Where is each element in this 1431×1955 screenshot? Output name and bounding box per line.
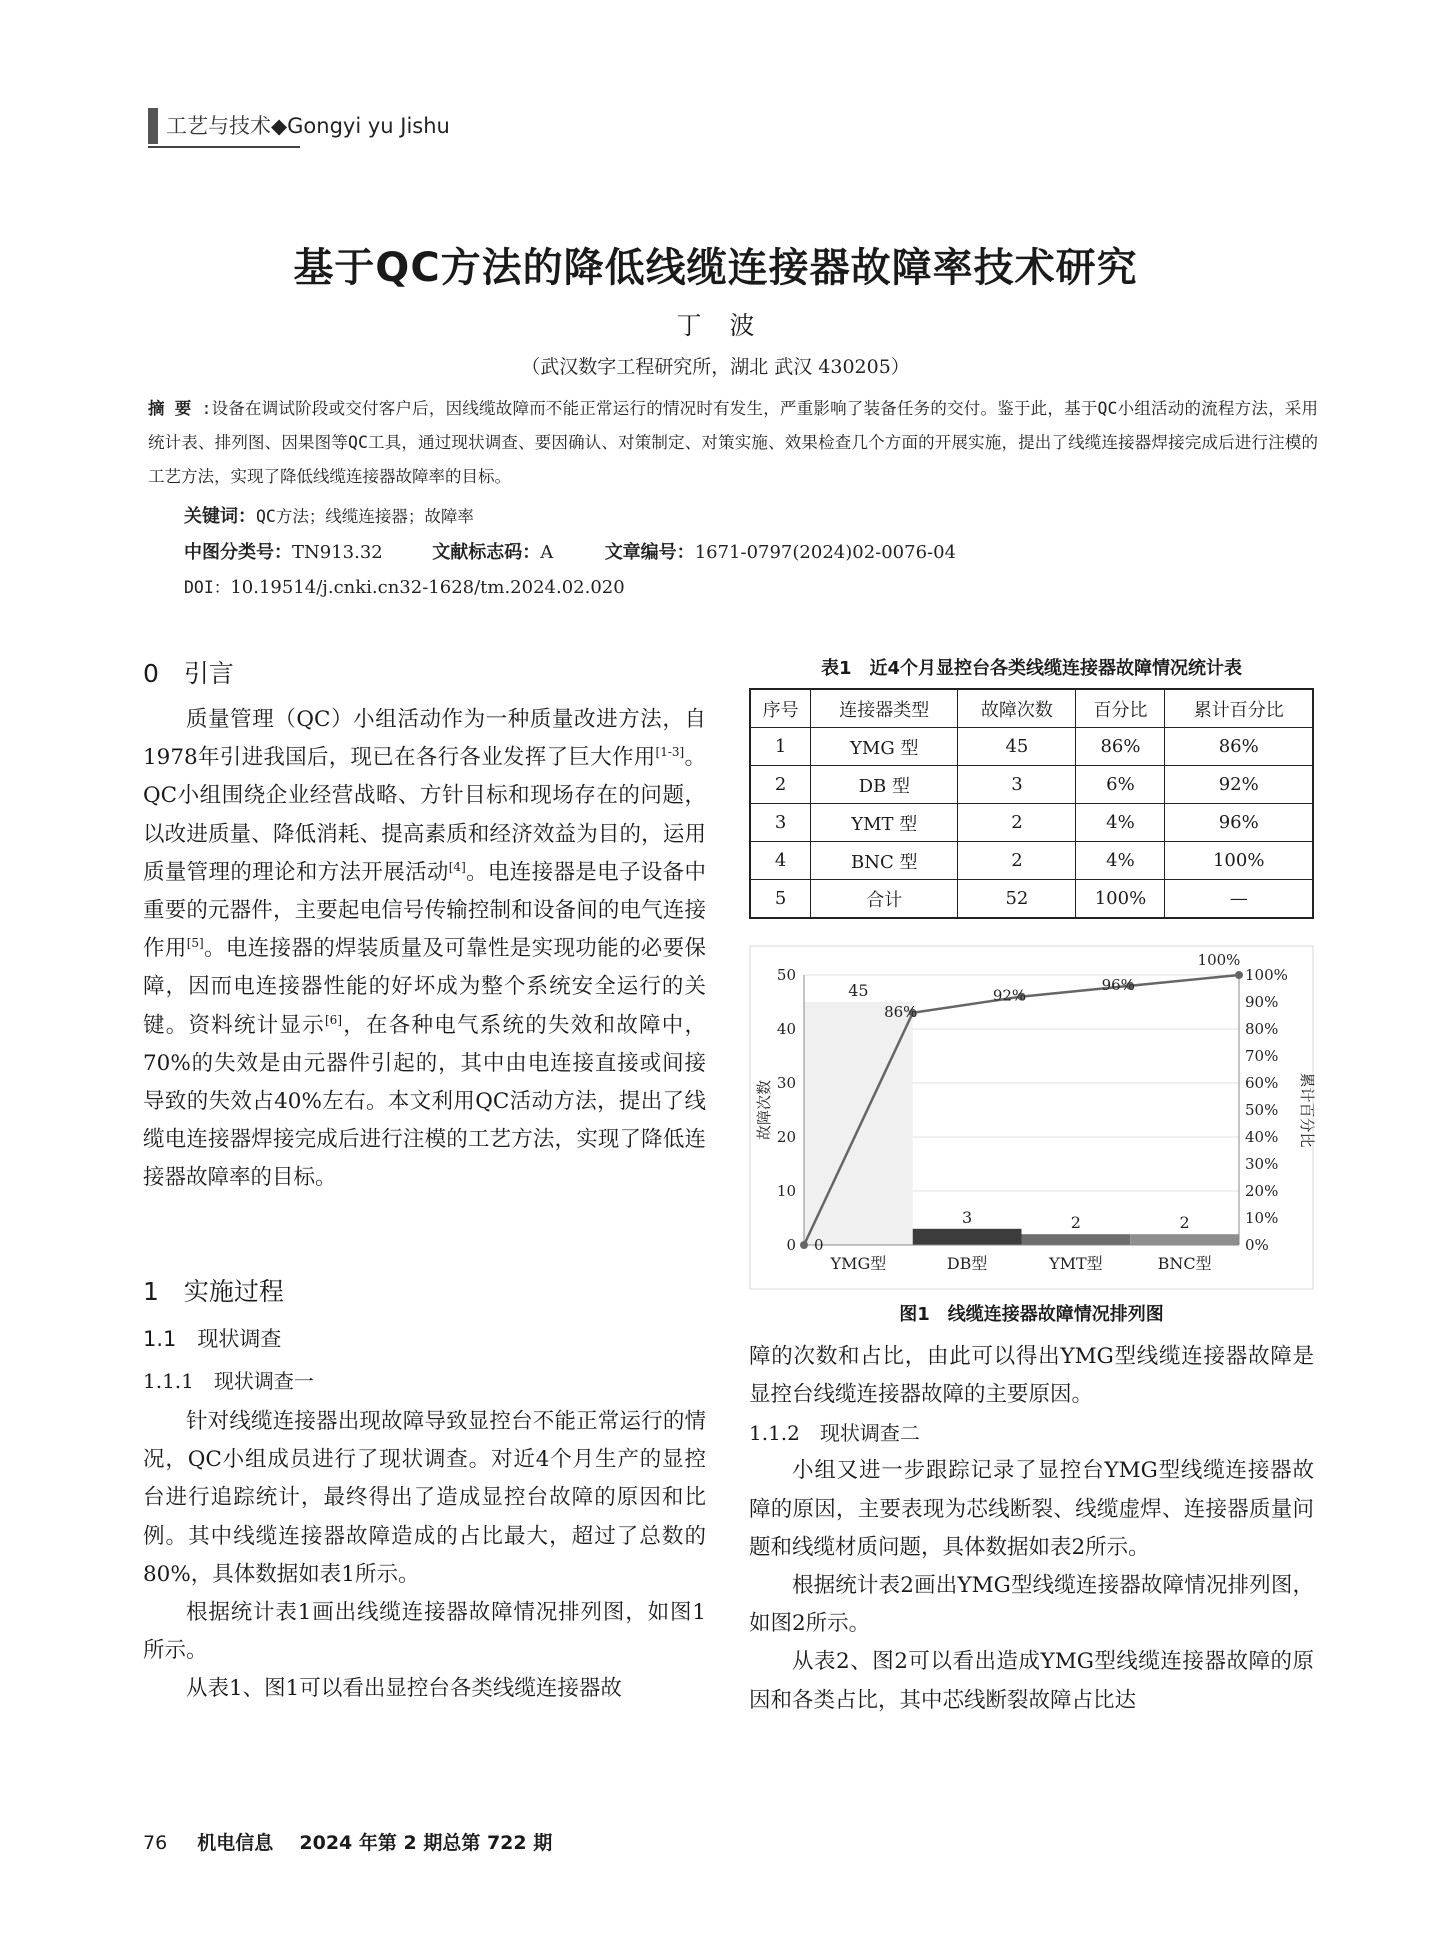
- clc-value: TN913.32: [292, 542, 383, 563]
- cell: 1: [750, 728, 811, 766]
- cell: BNC 型: [811, 842, 958, 880]
- cell: 3: [958, 766, 1076, 804]
- abstract: 摘要:设备在调试阶段或交付客户后，因线缆故障而不能正常运行的情况时有发生，严重影响了装备任务的交付。鉴于此，基于QC小组活动的流程方法，采用统计表、排列图、因果图等QC工具，通过现状调查、要因确认、对策制定、对策实施、效果检查几个方面的开展实施，提出了线缆连接器焊接完成后进行注模的工艺方法，实现了降低线缆连接器故障率的目标。: [148, 399, 1318, 486]
- y2-axis-label: 累计百分比: [1298, 1072, 1316, 1148]
- y2-tick-label: 80%: [1245, 1020, 1279, 1038]
- figure-1-caption: 图1 线缆连接器故障情况排列图: [899, 1304, 1164, 1325]
- y2-tick-label: 90%: [1245, 993, 1279, 1011]
- y-tick-label: 30: [776, 1074, 796, 1092]
- abstract-text: 设备在调试阶段或交付客户后，因线缆故障而不能正常运行的情况时有发生，严重影响了装备任务的交付。鉴于此，基于QC小组活动的流程方法，采用统计表、排列图、因果图等QC工具，通过现状调查、要因确认、对策制定、对策实施、效果检查几个方面的开展实施，提出了线缆连接器焊接完成后进行注模的工艺方法，实现了降低线缆连接器故障率的目标。: [148, 399, 1318, 486]
- y-tick-label: 10: [776, 1182, 796, 1200]
- section-1-heading: 1 实施过程: [143, 1277, 284, 1306]
- cumulative-label: 100%: [1197, 951, 1241, 969]
- section-0-heading: 0 引言: [143, 659, 234, 688]
- cell: YMG 型: [811, 728, 958, 766]
- header-section-cn: 工艺与技术: [166, 114, 271, 138]
- survey-one-paragraph: 针对线缆连接器出现故障导致显控台不能正常运行的情况，QC小组成员进行了现状调查。对近4个月生产的显控台进行追踪统计，最终得出了造成显控台故障的原因和比例。其中线缆连接器故障造成的占比最大，超过了总数的80%，具体数据如表1所示。: [143, 1409, 706, 1587]
- ref-5: [5]: [186, 936, 204, 951]
- bar-value-label: 45: [848, 981, 869, 1000]
- keywords: [184, 502, 474, 528]
- doi: [184, 574, 625, 598]
- classification: [184, 538, 956, 564]
- section-1-1-1-heading: 1.1.1 现状调查一: [143, 1369, 314, 1393]
- table-row: [750, 728, 1313, 766]
- clc-label: 中图分类号：: [184, 542, 292, 563]
- cell: 5: [750, 880, 811, 919]
- doi-value: 10.19514/j.cnki.cn32-1628/tm.2024.02.020: [230, 577, 625, 598]
- doc-label: 文献标志码：: [432, 542, 541, 563]
- cell: 2: [750, 766, 811, 804]
- cell: 92%: [1165, 766, 1313, 804]
- cell: 3: [750, 804, 811, 842]
- section-1-1-2-heading: 1.1.2 现状调查二: [749, 1421, 920, 1446]
- header-section-pinyin: Gongyi yu Jishu: [287, 114, 450, 138]
- col-header: 故障次数: [958, 689, 1076, 728]
- y2-tick-label: 40%: [1245, 1128, 1279, 1146]
- table-header-row: [750, 689, 1313, 728]
- table-figure-observation: 从表1、图1可以看出显控台各类线缆连接器故: [186, 1676, 622, 1702]
- journal-name: 机电信息: [197, 1832, 274, 1854]
- section-1-1-1-body: [143, 1403, 706, 1709]
- cumulative-label: 92%: [992, 986, 1027, 1005]
- cell: 合计: [811, 880, 958, 919]
- cell: 2: [958, 804, 1076, 842]
- table-row: [750, 880, 1313, 919]
- cell: 4: [750, 842, 811, 880]
- cell: YMT 型: [811, 804, 958, 842]
- bar-DB型: [913, 1229, 1022, 1245]
- figure-two-intro: 根据统计表2画出YMG型线缆连接器故障情况排列图，如图2所示。: [749, 1573, 1314, 1637]
- page-number: 76: [143, 1832, 168, 1854]
- issue-info: 2024 年第 2 期总第 722 期: [299, 1832, 553, 1854]
- header-bar: [148, 108, 158, 144]
- doc-value: A: [540, 542, 554, 563]
- col-header: 连接器类型: [811, 689, 958, 728]
- cell: 86%: [1165, 728, 1313, 766]
- continuation-paragraph: 障的次数和占比，由此可以得出YMG型线缆连接器故障是显控台线缆连接器故障的主要原因。: [749, 1344, 1314, 1408]
- cell: 45: [958, 728, 1076, 766]
- y2-tick-label: 10%: [1245, 1209, 1279, 1227]
- y-tick-label: 50: [776, 966, 796, 984]
- ref-1-3: [1-3]: [655, 745, 685, 760]
- cell: 96%: [1165, 804, 1313, 842]
- y2-tick-label: 0%: [1245, 1236, 1269, 1254]
- page-footer: [143, 1828, 552, 1855]
- keywords-label: 关键词：: [184, 506, 256, 527]
- running-header: [166, 110, 450, 140]
- cumulative-label: 0: [814, 1236, 824, 1254]
- ref-4: [4]: [448, 859, 466, 874]
- bar-YMT型: [1022, 1234, 1131, 1245]
- intro-paragraph: 质量管理（QC）小组活动作为一种质量改进方法，自1978年引进我国后，现已在各行各业发挥了巨大作用[1-3]。QC小组围绕企业经营战略、方针目标和现场存在的问题，以改进质量、降低消耗、提高素质和经济效益为目的，运用质量管理的理论和方法开展活动[4]。电连接器是电子设备中重要的元器件，主要起电信号传输控制和设备间的电气连接作用[5]。电连接器的焊装质量及可靠性是实现功能的必要保障，因而电连接器性能的好坏成为整个系统安全运行的关键。资料统计显示[6]，在各种电气系统的失效和故障中，70%的失效是由元器件引起的，其中由电连接直接或间接导致的失效占40%左右。本文利用QC活动方法，提出了线缆电连接器焊接完成后进行注模的工艺方法，实现了降低连接器故障率的目标。: [143, 707, 706, 1191]
- x-tick-label: YMG型: [830, 1254, 887, 1273]
- cell: 4%: [1076, 842, 1165, 880]
- y2-tick-label: 60%: [1245, 1074, 1279, 1092]
- paper-title: 基于QC方法的降低线缆连接器故障率技术研究: [293, 245, 1138, 291]
- col-header: 序号: [750, 689, 811, 728]
- x-tick-label: BNC型: [1157, 1254, 1212, 1273]
- table-row: [750, 804, 1313, 842]
- section-0-body: [143, 701, 706, 1198]
- x-tick-label: YMT型: [1049, 1254, 1103, 1273]
- header-underline: [148, 146, 300, 148]
- cumulative-label: 86%: [884, 1002, 918, 1021]
- cumulative-point: [800, 1241, 808, 1249]
- cumulative-point: [1235, 971, 1243, 979]
- table-row: [750, 842, 1313, 880]
- figure-1-pareto-chart: [749, 945, 1314, 1290]
- bar-value-label: 2: [1070, 1213, 1081, 1233]
- bar-value-label: 3: [962, 1207, 973, 1227]
- y2-tick-label: 50%: [1245, 1101, 1279, 1119]
- cumulative-label: 96%: [1101, 975, 1135, 994]
- y2-tick-label: 30%: [1245, 1155, 1279, 1173]
- survey-two-paragraph: 小组又进一步跟踪记录了显控台YMG型线缆连接器故障的原因，主要表现为芯线断裂、线缆虚焊、连接器质量问题和线缆材质问题，具体数据如表2所示。: [749, 1458, 1314, 1560]
- article-value: 1671-0797(2024)02-0076-04: [694, 542, 957, 563]
- cell: 6%: [1076, 766, 1165, 804]
- col-header: 累计百分比: [1165, 689, 1313, 728]
- ref-6: [6]: [325, 1012, 342, 1027]
- y-axis-label: 故障次数: [755, 1079, 773, 1141]
- x-tick-label: DB型: [946, 1254, 988, 1273]
- cell: —: [1165, 880, 1313, 919]
- bar-value-label: 2: [1179, 1213, 1190, 1233]
- section-1-1-heading: 1.1 现状调查: [143, 1327, 282, 1351]
- author: 丁波: [676, 311, 783, 340]
- cell: 100%: [1076, 880, 1165, 919]
- abstract-label: 摘要: [148, 399, 202, 418]
- article-label: 文章编号：: [604, 542, 695, 563]
- cell: 4%: [1076, 804, 1165, 842]
- doi-label: DOI：: [184, 578, 231, 597]
- figure-one-intro: 根据统计表1画出线缆连接器故障情况排列图，如图1所示。: [143, 1600, 706, 1664]
- keywords-text: QC方法；线缆连接器；故障率: [256, 507, 474, 526]
- table-1-caption: 表1 近4个月显控台各类线缆连接器故障情况统计表: [820, 658, 1243, 679]
- col-header: 百分比: [1076, 689, 1165, 728]
- cell: 86%: [1076, 728, 1165, 766]
- table-1: [749, 688, 1314, 919]
- cell: 100%: [1165, 842, 1313, 880]
- y2-tick-label: 20%: [1245, 1182, 1279, 1200]
- y2-tick-label: 100%: [1245, 966, 1288, 984]
- y-tick-label: 20: [776, 1128, 796, 1146]
- bar-BNC型: [1130, 1234, 1239, 1245]
- table-row: [750, 766, 1313, 804]
- y-tick-label: 0: [786, 1236, 796, 1254]
- cell: 52: [958, 880, 1076, 919]
- right-column-body: [749, 1338, 1314, 1720]
- y2-tick-label: 70%: [1245, 1047, 1279, 1065]
- y-tick-label: 40: [776, 1020, 796, 1038]
- table-two-observation: 从表2、图2可以看出造成YMG型线缆连接器故障的原因和各类占比，其中芯线断裂故障占比达: [749, 1649, 1314, 1713]
- cell: DB 型: [811, 766, 958, 804]
- diamond-icon: ◆: [271, 114, 288, 138]
- cell: 2: [958, 842, 1076, 880]
- affiliation: （武汉数字工程研究所，湖北 武汉 430205）: [521, 356, 910, 378]
